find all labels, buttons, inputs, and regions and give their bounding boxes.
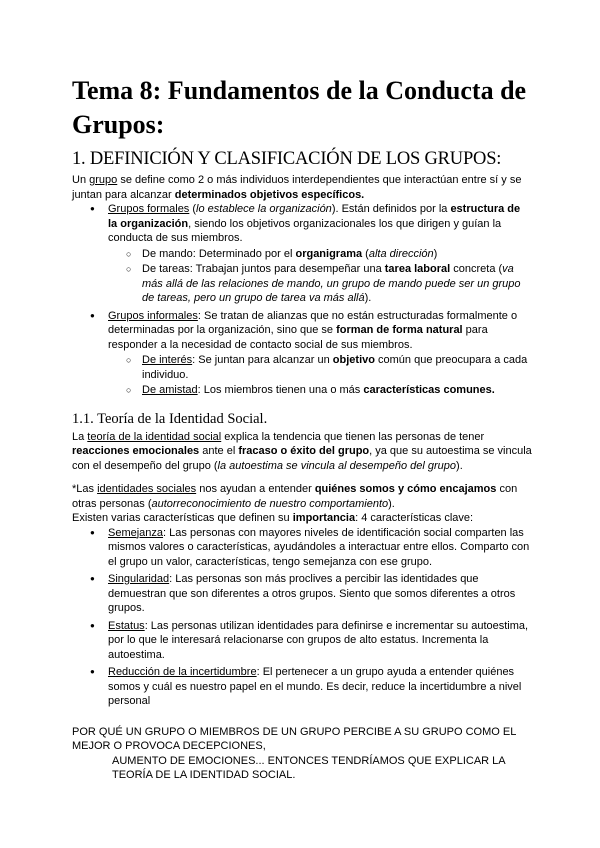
closing-question: POR QUÉ UN GRUPO O MIEMBROS DE UN GRUPO PERCIBE A SU GRUPO COMO EL MEJOR O PROVOCA DECEPCIONES, [72,725,516,752]
term-grupo: grupo [89,174,118,186]
document-page [72,74,532,783]
informal-subtypes-list [108,353,532,398]
characteristics-intro: Existen varias características que definen su importancia: 4 características clave: [72,512,474,524]
list-item-semejanza: ● Semejanza: Las personas con mayores niveles de identificación social comparten las mismos valores o características, ayudándoles a interactuar entre ellos. Comparto con el grupo un valor, características, tengo semejanza con ese grupo. [72,526,532,570]
spacer [72,473,532,482]
list-item-de-interes: ○ De interés: Se juntan para alcanzar un objetivo común que preocupara a cada individuo. [108,353,532,382]
list-item-estatus: ● Estatus: Las personas utilizan identidades para definirse e incrementar su autoestima, por lo que le interesará relacionarse con grupos de alto estatus. Incrementa la autoestima. [72,619,532,663]
page-title: Tema 8: Fundamentos de la Conducta de Grupos: [72,76,527,139]
spacer [72,712,532,725]
closing-answer: AUMENTO DE EMOCIONES... ENTONCES TENDRÍAMOS QUE EXPLICAR LA TEORÍA DE LA IDENTIDAD SOCIAL. [112,754,506,781]
group-types-list [72,202,532,398]
identity-theory-paragraph: La teoría de la identidad social explica la tendencia que tienen las personas de tener reacciones emocionales ante el fracaso o éxito del grupo, ya que su autoestima se vincula con el desempeño del grupo (la autoestima se vincula al desempeño del grupo). [72,430,532,472]
list-item-de-tareas: ○ De tareas: Trabajan juntos para desempeñar una tarea laboral concreta (va más allá de las relaciones de mando, un grupo de mando puede ser un grupo de tareas, pero un grupo de tarea va más allá). [108,262,532,306]
list-item-singularidad: ● Singularidad: Las personas son más proclives a percibir las identidades que demuestran que son diferentes a otros grupos. Siento que somos diferentes a otros grupos. [72,572,532,616]
social-identities-paragraph: *Las identidades sociales nos ayudan a entender quiénes somos y cómo encajamos con otras personas (autorreconocimiento de nuestro comportamiento). [72,483,518,510]
term-grupos-formales: Grupos formales [108,203,190,215]
intro-paragraph: Un grupo se define como 2 o más individuos interdependientes que interactúan entre sí y se juntan para alcanzar determinados objetivos específicos. [72,174,522,201]
list-item-de-amistad: ○ De amistad: Los miembros tienen una o más características comunes. [108,383,532,398]
characteristics-list [72,526,532,709]
list-item-grupos-informales: ● Grupos informales: Se tratan de alianzas que no están estructuradas formalmente o determinadas por la organización, sino que se forman de forma natural para responder a la necesidad de contacto social de sus miembros. ○ De interés: Se juntan para alcanzar un objetivo común que preocupara a cada individuo. ○ De amistad: Los miembros tienen una o más características comunes. [72,309,532,398]
section-heading-definicion: 1. DEFINICIÓN Y CLASIFICACIÓN DE LOS GRUPOS: [72,149,502,169]
list-item-reduccion-incertidumbre: ● Reducción de la incertidumbre: El pertenecer a un grupo ayuda a entender quiénes somos y cuál es nuestro papel en el mundo. Es decir, reduce la incertidumbre a nivel personal [72,665,532,709]
list-item-de-mando: ○ De mando: Determinado por el organigrama (alta dirección) [108,247,532,262]
term-grupos-informales: Grupos informales [108,309,198,322]
formal-subtypes-list [108,247,532,306]
list-item-grupos-formales: ● Grupos formales (lo establece la organización). Están definidos por la estructura de la organización, siendo los objetivos organizacionales los que dirigen y guían la conducta de sus miembros. ○ De mando: Determinado por el organigrama (alta dirección) ○ De tareas: Trabajan juntos para desempeñar una tarea laboral concreta (va más allá de las relaciones de mando, un grupo de mando puede ser un grupo de tareas, pero un grupo de tarea va más allá). [72,202,532,306]
section-heading-identidad-social: 1.1. Teoría de la Identidad Social. [72,410,268,427]
